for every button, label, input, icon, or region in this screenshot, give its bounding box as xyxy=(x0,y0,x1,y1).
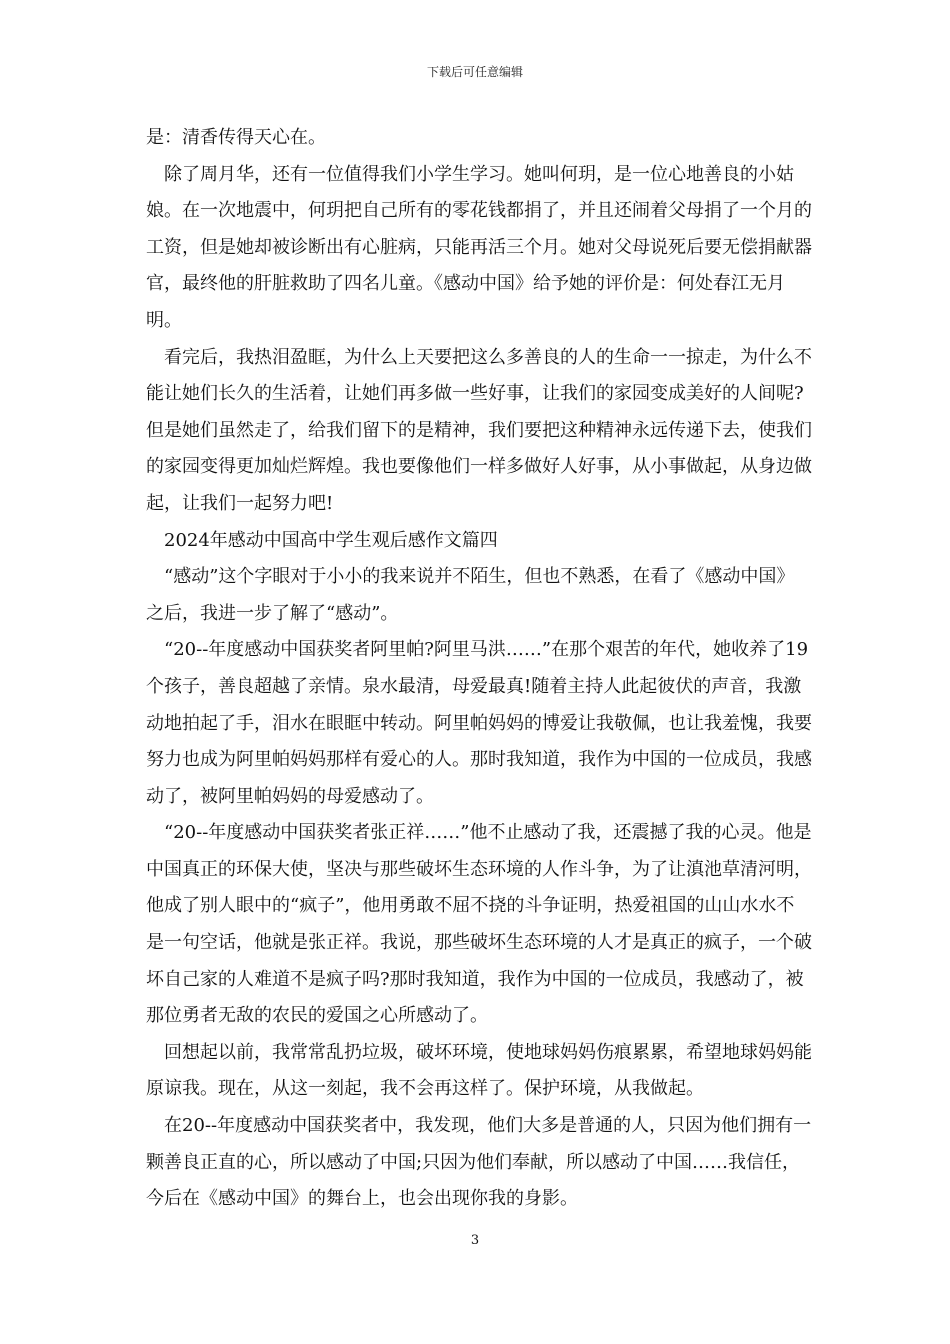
paragraph: “感动”这个字眼对于小小的我来说并不陌生，但也不熟悉，在看了《感动中国》之后，我进一步了解了“感动”。 xyxy=(146,566,795,624)
page-header: 下载后可任意编辑 xyxy=(426,65,523,79)
paragraph: 看完后，我热泪盈眶，为什么上天要把这么多善良的人的生命一一掠走，为什么不能让她们长久的生活着，让她们再多做一些好事，让我们的家园变成美好的人间呢?但是她们虽然走了，给我们留下的是精神，我们要把这种精神永远传递下去，使我们的家园变得更加灿烂辉煌。我也要像他们一样多做好人好事，从小事做起，从身边做起，让我们一起努力吧! xyxy=(146,346,812,514)
page-number: 3 xyxy=(470,1233,480,1248)
paragraph: “20--年度感动中国获奖者张正祥……”他不止感动了我，还震撼了我的心灵。他是中国真正的环保大使，坚决与那些破坏生态环境的人作斗争，为了让滇池草清河明，他成了别人眼中的“疯子”，他用勇敢不屈不挠的斗争证明，热爱祖国的山山水水不是一句空话，他就是张正祥。我说，那些破坏生态环境的人才是真正的疯子，一个破坏自己家的人难道不是疯子吗?那时我知道，我作为中国的一位成员，我感动了，被那位勇者无敌的农民的爱国之心所感动了。 xyxy=(146,822,812,1027)
paragraph: 是：清香传得天心在。 xyxy=(146,127,326,148)
document-body xyxy=(146,120,812,1218)
paragraph: 回想起以前，我常常乱扔垃圾，破坏环境，使地球妈妈伤痕累累，希望地球妈妈能原谅我。现在，从这一刻起，我不会再这样了。保护环境，从我做起。 xyxy=(146,1041,812,1100)
section-heading: 2024年感动中国高中学生观后感作文篇四 xyxy=(146,529,498,551)
paragraph: “20--年度感动中国获奖者阿里帕?阿里马洪……”在那个艰苦的年代，她收养了19个孩子，善良超越了亲情。泉水最清，母爱最真!随着主持人此起彼伏的声音，我激动地拍起了手，泪水在眼眶中转动。阿里帕妈妈的博爱让我敬佩，也让我羞愧，我要努力也成为阿里帕妈妈那样有爱心的人。那时我知道，我作为中国的一位成员，我感动了，被阿里帕妈妈的母爱感动了。 xyxy=(146,639,812,807)
paragraph: 在20--年度感动中国获奖者中，我发现，他们大多是普通的人，只因为他们拥有一颗善良正直的心，所以感动了中国;只因为他们奉献，所以感动了中国……我信任，今后在《感动中国》的舞台上，也会出现你我的身影。 xyxy=(146,1115,812,1210)
paragraph: 除了周月华，还有一位值得我们小学生学习。她叫何玥，是一位心地善良的小姑娘。在一次地震中，何玥把自己所有的零花钱都捐了，并且还闹着父母捐了一个月的工资，但是她却被诊断出有心脏病，只能再活三个月。她对父母说死后要无偿捐献器官，最终他的肝脏救助了四名儿童。《感动中国》给予她的评价是：何处春江无月明。 xyxy=(146,163,812,331)
